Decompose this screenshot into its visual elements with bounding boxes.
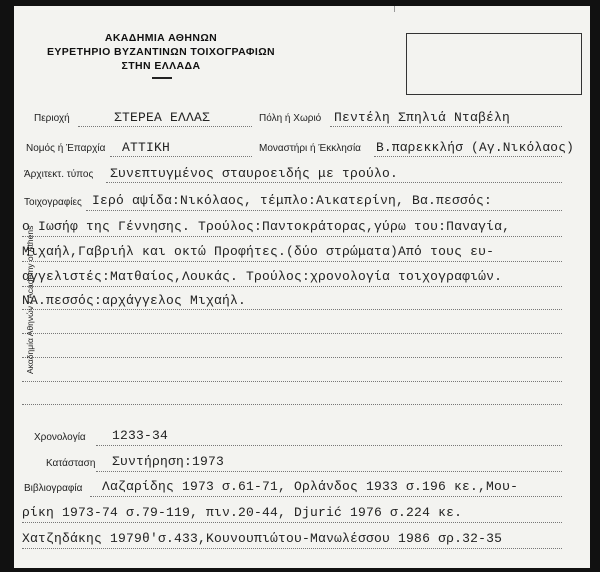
biblio-line-1: Λαζαρίδης 1973 σ.61-71, Ορλάνδος 1933 σ.196 κε.,Μου- — [102, 479, 519, 494]
blank-dots-3 — [22, 381, 562, 382]
date-dots — [96, 445, 562, 446]
region-label: Περιοχή — [34, 113, 70, 124]
header-index-title: ΕΥΡΕΤΗΡΙΟ ΒΥΖΑΝΤΙΝΩΝ ΤΟΙΧΟΓΡΑΦΙΩΝ — [46, 46, 276, 58]
frescoes-dots-4 — [22, 286, 562, 287]
monastery-label: Μοναστήρι ή Έκκλησία — [259, 143, 361, 154]
region-value: ΣΤΕΡΕΑ ΕΛΛΑΣ — [114, 110, 211, 125]
header-rule — [152, 77, 172, 79]
blank-dots-4 — [22, 404, 562, 405]
frescoes-dots-3 — [22, 261, 562, 262]
biblio-dots-2 — [22, 522, 562, 523]
arch-label: Άρχιτεκτ. τύπος — [24, 169, 94, 180]
biblio-label: Βιβλιογραφία — [24, 483, 83, 494]
index-card — [14, 6, 590, 568]
state-label: Κατάσταση — [46, 458, 96, 469]
frescoes-dots-1 — [86, 210, 562, 211]
frescoes-dots-5 — [22, 309, 562, 310]
monastery-dots — [374, 156, 562, 157]
city-dots — [330, 126, 562, 127]
frescoes-line-4: αγγελιστές:Ματθαίος,Λουκάς. Τρούλος:χρονολογία τοιχογραφιών. — [22, 269, 503, 284]
arch-dots — [106, 182, 562, 183]
frescoes-label: Τοιχογραφίες — [24, 197, 82, 208]
header-academy: ΑΚΑΔΗΜΙΑ ΑΘΗΝΩΝ — [104, 32, 218, 44]
frescoes-line-3: Μιχαήλ,Γαβριήλ και οκτώ Προφήτες.(δύο στρώματα)Από τους ευ- — [22, 244, 495, 259]
biblio-line-2: ρίκη 1973-74 σ.79-119, πιν.20-44, Djurić 1976 σ.224 κε. — [22, 505, 463, 520]
side-watermark: Ακαδημία Αθηνών / Academy of Athens — [25, 225, 35, 374]
state-dots — [96, 471, 562, 472]
blank-dots-1 — [22, 333, 562, 334]
prefecture-dots — [110, 156, 252, 157]
frescoes-line-5: ΝΑ.πεσσός:αρχάγγελος Μιχαήλ. — [22, 293, 247, 308]
photo-box — [406, 33, 582, 95]
city-value: Πεντέλη Σπηλιά Νταβέλη — [334, 110, 511, 125]
frescoes-line-2: ο Ιωσήφ της Γέννησης. Τρούλος:Παντοκράτορας,γύρω του:Παναγία, — [22, 219, 511, 234]
state-value: Συντήρηση:1973 — [112, 454, 225, 469]
header-country: ΣΤΗΝ ΕΛΛΑΔΑ — [121, 60, 201, 72]
date-value: 1233-34 — [112, 428, 169, 443]
frescoes-dots-2 — [22, 236, 562, 237]
prefecture-value: ΑΤΤΙΚΗ — [122, 140, 171, 155]
biblio-dots-1 — [90, 496, 562, 497]
card-fold-mark — [394, 6, 395, 12]
biblio-line-3: Χατζηδάκης 1979θ'σ.433,Κουνουπιώτου-Μανωλέσσου 1986 σρ.32-35 — [22, 531, 503, 546]
blank-dots-2 — [22, 357, 562, 358]
biblio-dots-3 — [22, 548, 562, 549]
frescoes-line-1: Ιερό αψίδα:Νικόλαος, τέμπλο:Αικατερίνη, Βα.πεσσός: — [92, 193, 493, 208]
prefecture-label: Νομός ή Έπαρχία — [26, 143, 106, 154]
monastery-value: Β.παρεκκλήσ (Αγ.Νικόλαος) — [376, 140, 575, 155]
date-label: Χρονολογία — [34, 432, 86, 443]
region-dots — [78, 126, 252, 127]
city-label: Πόλη ή Χωριό — [259, 113, 322, 124]
arch-value: Συνεπτυγμένος σταυροειδής με τρούλο. — [110, 166, 399, 181]
